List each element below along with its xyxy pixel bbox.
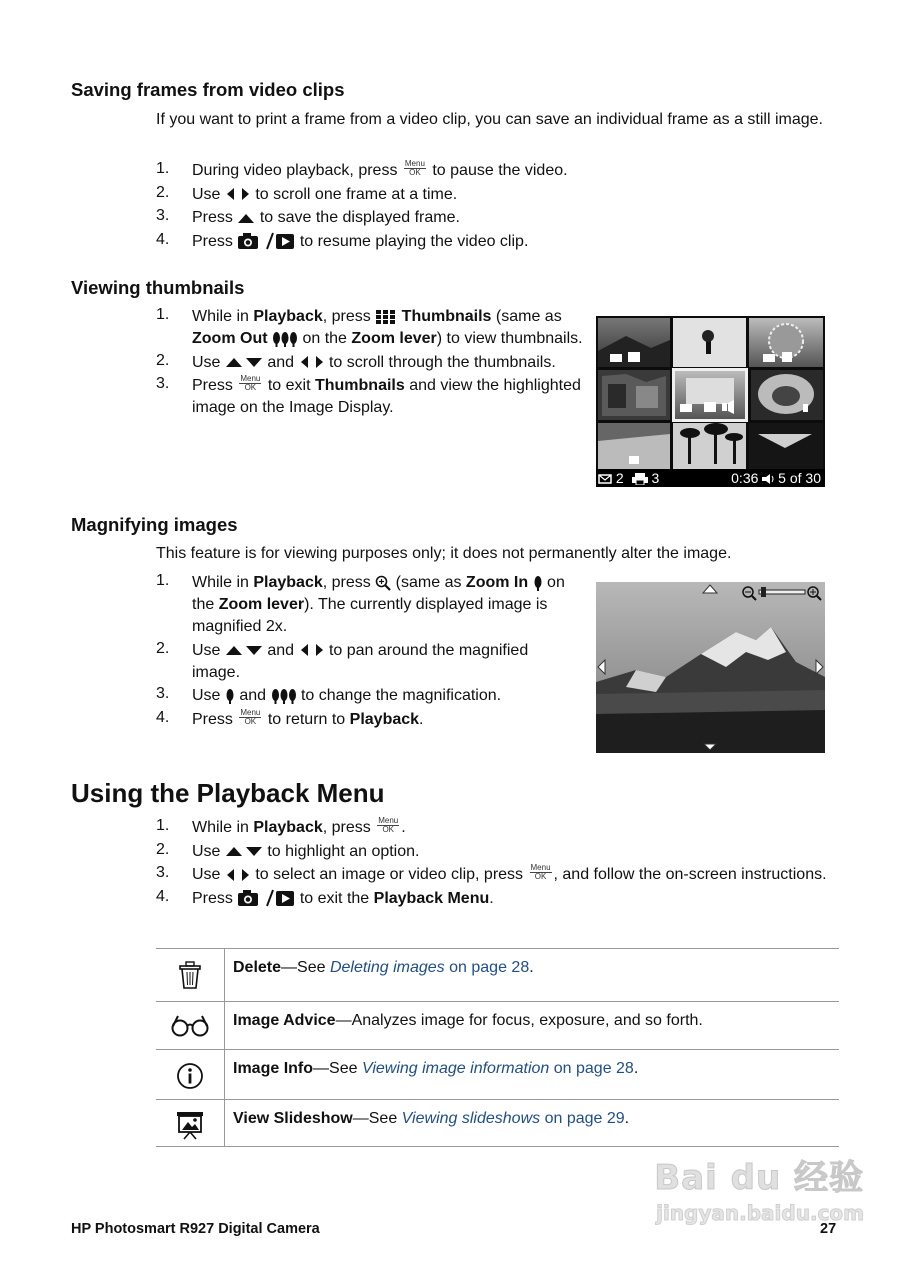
magnify-icon <box>375 575 391 591</box>
magnified-screen-image <box>596 582 825 753</box>
list-item: 1. While in Playback, press Thumbnails (same as Zoom Out on the Zoom lever) to view thumbnails. <box>156 306 583 347</box>
section-title-saving-frames: Saving frames from video clips <box>71 79 345 100</box>
menu-ok-button-icon: Menu OK <box>240 374 261 393</box>
list-item: 4. Press to exit the Playback Menu. <box>156 887 494 907</box>
thumbnails-grid-photo <box>596 316 825 487</box>
watermark <box>654 1150 864 1225</box>
mountain-photo <box>596 582 825 753</box>
section-title-magnifying: Magnifying images <box>71 514 238 535</box>
menu-ok-button-icon: Menu OK <box>530 863 551 882</box>
table-row: View Slideshow—See Viewing slideshows on page 29. <box>156 1100 839 1147</box>
image-position: 5 of 30 <box>778 470 821 486</box>
glasses-icon <box>170 1013 210 1037</box>
list-item: 3. Use and to change the magnification. <box>156 685 502 704</box>
table-row: Image Info—See Viewing image information on page 28. <box>156 1050 839 1100</box>
left-right-arrows-icon <box>299 643 325 657</box>
playback-menu-table <box>156 948 839 1147</box>
footer-page-number: 27 <box>820 1221 837 1237</box>
watermark-brand: Bai du 经验 <box>654 1158 864 1198</box>
zoom-in-tree-icon <box>533 575 543 591</box>
left-right-arrows-icon <box>299 355 325 369</box>
watermark-url: jingyan.baidu.com <box>656 1201 864 1225</box>
trash-icon <box>176 960 204 990</box>
list-item: 1. During video playback, press Menu OK to pause the video. <box>156 159 568 179</box>
left-right-arrows-icon <box>225 868 251 882</box>
zoom-out-trees-icon <box>271 688 297 704</box>
section-title-viewing-thumbnails: Viewing thumbnails <box>71 277 245 298</box>
menu-ok-button-icon: Menu OK <box>378 816 399 835</box>
list-item: 4. Press to resume playing the video clip. <box>156 230 529 250</box>
list-item: 1. While in Playback, press (same as Zoom In on the Zoom lever). The currently displayed image is magnified 2x. <box>156 572 565 635</box>
list-item: 3. Press Menu OK to exit Thumbnails and view the highlighted image on the Image Display. <box>156 374 581 416</box>
link-viewing-image-information[interactable]: Viewing image information <box>361 1060 550 1077</box>
print-icon <box>632 473 648 485</box>
left-right-arrows-icon <box>225 187 251 201</box>
envelope-icon <box>598 474 612 484</box>
up-down-arrows-icon <box>225 845 263 857</box>
camera-playback-icon <box>237 889 295 907</box>
menu-ok-button-icon: Menu OK <box>404 159 425 178</box>
table-row: Delete—See Deleting images on page 28. <box>156 949 839 1002</box>
list-item: 4. Press Menu OK to return to Playback. <box>156 707 424 728</box>
link-viewing-slideshows[interactable]: Viewing slideshows <box>401 1110 541 1127</box>
zoom-out-trees-icon <box>272 331 298 347</box>
list-item: 2. Use to highlight an option. <box>156 840 420 860</box>
list-item: 2. Use and to scroll through the thumbnails. <box>156 351 556 371</box>
section-intro: If you want to print a frame from a video clip, you can save an individual frame as a still image. <box>156 111 823 128</box>
list-item: 3. Use to select an image or video clip, press Menu OK , and follow the on-screen instructions. <box>156 863 827 883</box>
thumbnails-screen-image <box>596 316 825 487</box>
steps-list <box>156 817 856 911</box>
link-deleting-images[interactable]: Deleting images <box>329 959 445 976</box>
list-item: 2. Use to scroll one frame at a time. <box>156 183 458 203</box>
list-item: 1. While in Playback, press Menu OK . <box>156 816 406 836</box>
thumbnails-status-right <box>731 469 821 487</box>
steps-list <box>156 306 591 421</box>
zoom-in-tree-icon <box>225 688 235 704</box>
footer-product-name: HP Photosmart R927 Digital Camera <box>71 1221 320 1237</box>
menu-ok-button-icon: Menu OK <box>240 707 261 726</box>
chapter-title-playback-menu: Using the Playback Menu <box>71 778 385 808</box>
thumbnails-grid-icon <box>375 309 397 325</box>
section-intro: This feature is for viewing purposes only; it does not permanently alter the image. <box>156 545 732 562</box>
up-down-arrows-icon <box>225 644 263 656</box>
slideshow-icon <box>175 1110 205 1140</box>
list-item: 3. Press to save the displayed frame. <box>156 207 460 226</box>
table-row: Image Advice—Analyzes image for focus, exposure, and so forth. <box>156 1002 839 1050</box>
steps-list <box>156 160 856 254</box>
info-icon <box>176 1062 204 1090</box>
steps-list <box>156 572 576 732</box>
up-arrow-icon <box>237 212 255 224</box>
video-duration: 0:36 <box>731 470 759 486</box>
camera-playback-icon <box>237 232 295 250</box>
audio-icon <box>762 474 774 484</box>
list-item: 2. Use and to pan around the magnified image. <box>156 639 529 681</box>
thumbnails-status-left: 2 3 <box>598 469 659 487</box>
up-down-arrows-icon <box>225 356 263 368</box>
